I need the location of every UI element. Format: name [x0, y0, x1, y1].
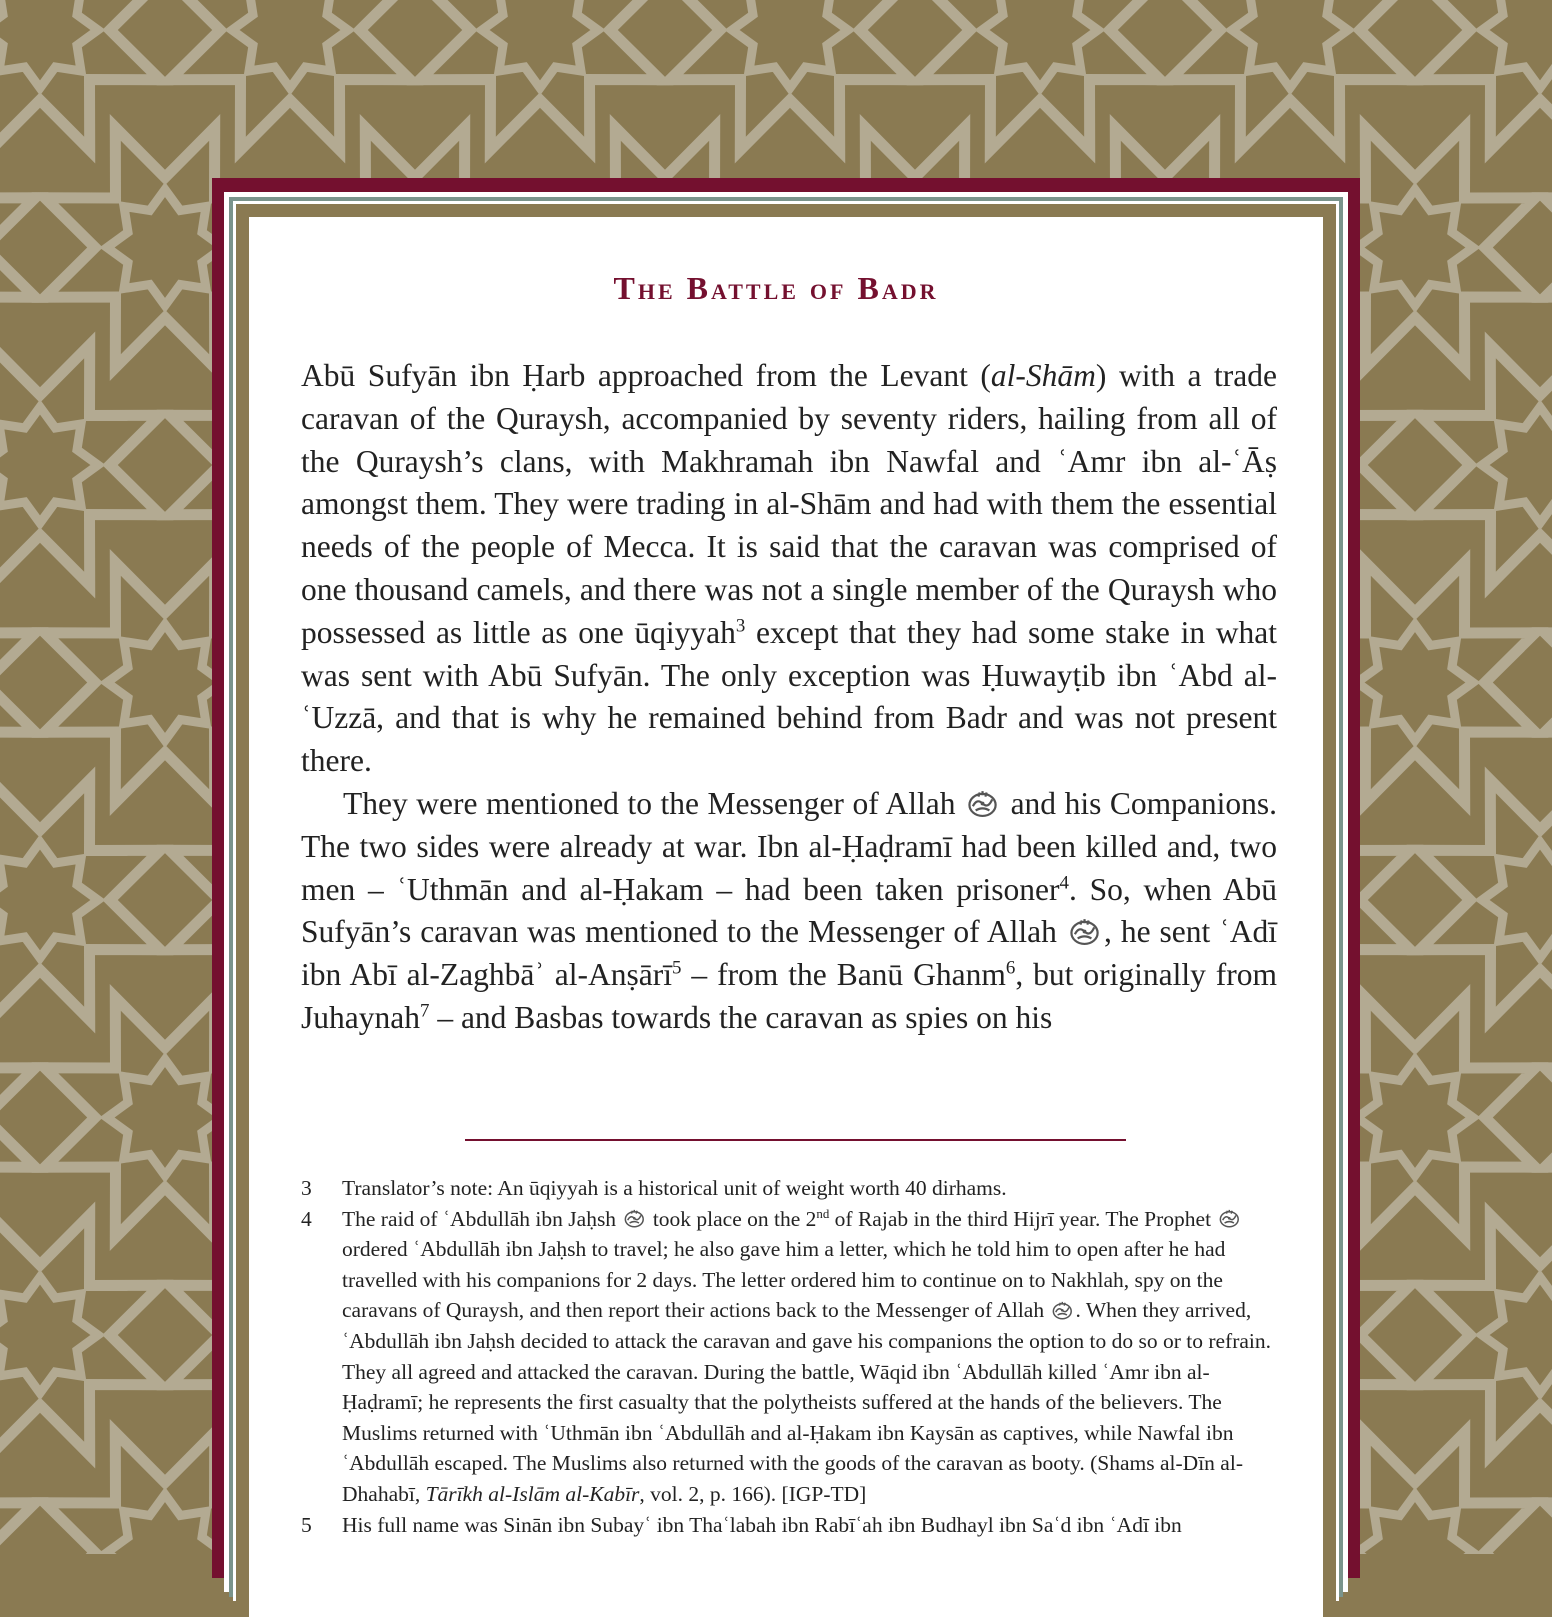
pattern-inner-star — [1482, 842, 1552, 958]
footnote-marker: 3 — [735, 615, 746, 637]
pattern-inner-star — [107, 1060, 223, 1176]
pattern-star — [1545, 127, 1552, 367]
footnote-number: 4 — [301, 1206, 312, 1231]
pattern-star — [0, 127, 35, 367]
pattern-star — [0, 1215, 160, 1455]
footnote-item — [301, 1510, 1277, 1541]
pattern-star — [170, 0, 410, 150]
footnote-text — [342, 1173, 1277, 1204]
pattern-inner-star — [1357, 1495, 1473, 1555]
pattern-star — [0, 345, 160, 585]
italic-text: al-Shām — [990, 358, 1096, 393]
footnote-marker: 4 — [1059, 872, 1069, 894]
text-run: ordered ʿAbdullāh ibn Jaḥsh to travel; he also gave him a letter, which he told him to open after he had travelled with his companions for 2 days. The letter ordered him to continue on to Nakhlah, spy on the caravans of Quraysh, and then report their actions back to the Messenger of Allah — [342, 1237, 1226, 1323]
pattern-inner-star — [1357, 625, 1473, 741]
text-run: and his Companions. The two sides were already at war. Ibn al-Ḥaḍramī had been killed and, two men – ʿUthmān and al-Ḥakam – had been taken prisoner — [301, 785, 1277, 907]
pattern-inner-star — [732, 0, 848, 88]
pattern-inner-star — [0, 842, 98, 958]
text-run: except that they had some stake in what was sent with Abū Sufyān. The only exception was Ḥuwayṭib ibn ʿAbd al-ʿUzzā, and that is why he remained behind from Badr and was not present there. — [301, 614, 1277, 779]
text-run: They were mentioned to the Messenger of Allah — [343, 785, 964, 821]
text-run: , he sent ʿAdī ibn Abī al-Zaghbāʾ al-Anṣārī — [301, 914, 1277, 993]
honorific-glyph-icon — [1218, 1207, 1241, 1230]
pattern-star — [0, 562, 35, 802]
chapter-title: The Battle of Badr — [613, 270, 939, 306]
footnote-text — [342, 1204, 1277, 1510]
pattern-star — [420, 0, 660, 150]
pattern-star — [1545, 562, 1552, 802]
footnotes — [301, 1173, 1277, 1540]
pattern-inner-star — [0, 1277, 98, 1393]
text-run: The raid of ʿAbdullāh ibn Jaḥsh — [342, 1206, 622, 1231]
footnote-number: 5 — [301, 1512, 312, 1537]
pattern-inner-star — [107, 1495, 223, 1555]
pattern-star — [670, 0, 910, 150]
text-run: – and Basbas towards the caravan as spies on his — [429, 999, 1053, 1035]
pattern-inner-star — [0, 0, 98, 88]
pattern-inner-star — [0, 407, 98, 523]
text-run: , but originally from Juhaynah — [301, 957, 1278, 1035]
pattern-inner-star — [982, 0, 1098, 88]
pattern-star — [1170, 0, 1410, 150]
footnote-marker: 7 — [419, 1000, 430, 1022]
pattern-inner-star — [1482, 1277, 1552, 1393]
pattern-inner-star — [107, 625, 223, 741]
footnote-marker: 5 — [671, 957, 682, 979]
text-run: Translator’s note: An ūqiyyah is a historical unit of weight worth 40 dirhams. — [342, 1176, 1007, 1200]
footnote-item — [301, 1204, 1277, 1510]
honorific-glyph-icon — [1051, 1299, 1074, 1322]
pattern-star — [1545, 997, 1552, 1237]
footnote-text — [342, 1510, 1277, 1541]
text-run: , vol. 2, p. 166). [IGP-TD] — [639, 1481, 867, 1506]
text-run: took place on the 2 — [647, 1206, 817, 1231]
pattern-inner-star — [482, 0, 598, 88]
pattern-inner-star — [1357, 1060, 1473, 1176]
footnote-marker: 6 — [1005, 957, 1016, 979]
pattern-star — [0, 997, 35, 1237]
pattern-star — [0, 1432, 35, 1554]
text-run: His full name was Sinān ibn Subayʿ ibn Thaʿlabah ibn Rabīʿah ibn Budhayl ibn Saʿd ibn ʿAdī ibn — [342, 1512, 1182, 1537]
text-run: – from the Banū Ghanm — [681, 957, 1006, 993]
italic-text: Tārīkh al-Islām al-Kabīr — [425, 1481, 640, 1506]
pattern-star — [0, 780, 160, 1020]
text-run: . When they arrived, ʿAbdullāh ibn Jaḥsh decided to attack the caravan and gave his companions the option to do so or to refrain. They all agreed and attacked the caravan. During the battle, Wāqid ibn ʿAbdullāh killed ʿAmr ibn al-Ḥaḍramī; he represents the first casualty that the polytheists suffered at the hands of the believers. The Muslims returned with ʿUthmān ibn ʿAbdullāh and al-Ḥakam ibn Kaysān as captives, while Nawfal ibn ʿAbdullāh escaped. The Muslims also returned with the goods of the caravan as booty. (Shams al-Dīn al-Dhahabī, — [342, 1298, 1272, 1506]
pattern-star — [920, 0, 1160, 150]
pattern-inner-star — [1482, 407, 1552, 523]
paragraph — [301, 783, 1277, 1040]
footnote-separator — [465, 1139, 1126, 1141]
honorific-glyph-icon — [1068, 915, 1101, 948]
text-run: of Rajab in the third Hijrī year. The Prophet — [829, 1206, 1217, 1231]
honorific-glyph-icon — [623, 1207, 646, 1230]
text-run: . So, when Abū Sufyān’s caravan was mentioned to the Messenger of Allah — [301, 871, 1277, 950]
honorific-glyph-icon — [966, 787, 999, 820]
footnote-marker: nd — [816, 1206, 830, 1221]
footnote-number: 3 — [301, 1176, 312, 1200]
footnote-item — [301, 1173, 1277, 1204]
pattern-star — [1545, 1432, 1552, 1554]
pattern-inner-star — [232, 0, 348, 88]
text-run: Abū Sufyān ibn Ḥarb approached from the Levant ( — [301, 358, 991, 393]
body-text — [301, 355, 1277, 1040]
text-run: ) with a trade caravan of the Quraysh, accompanied by seventy riders, hailing from all of the Quraysh’s clans, with Makhramah ibn Nawfal and ʿAmr ibn al-ʿĀṣ amongst them. They were trading in al-Shām and had with them the essential needs of the people of Mecca. It is said that the caravan was comprised of one thousand camels, and there was not a single member of the Quraysh who possessed as little as one ūqiyyah — [301, 358, 1277, 650]
pattern-inner-star — [1232, 0, 1348, 88]
paragraph — [301, 355, 1277, 783]
